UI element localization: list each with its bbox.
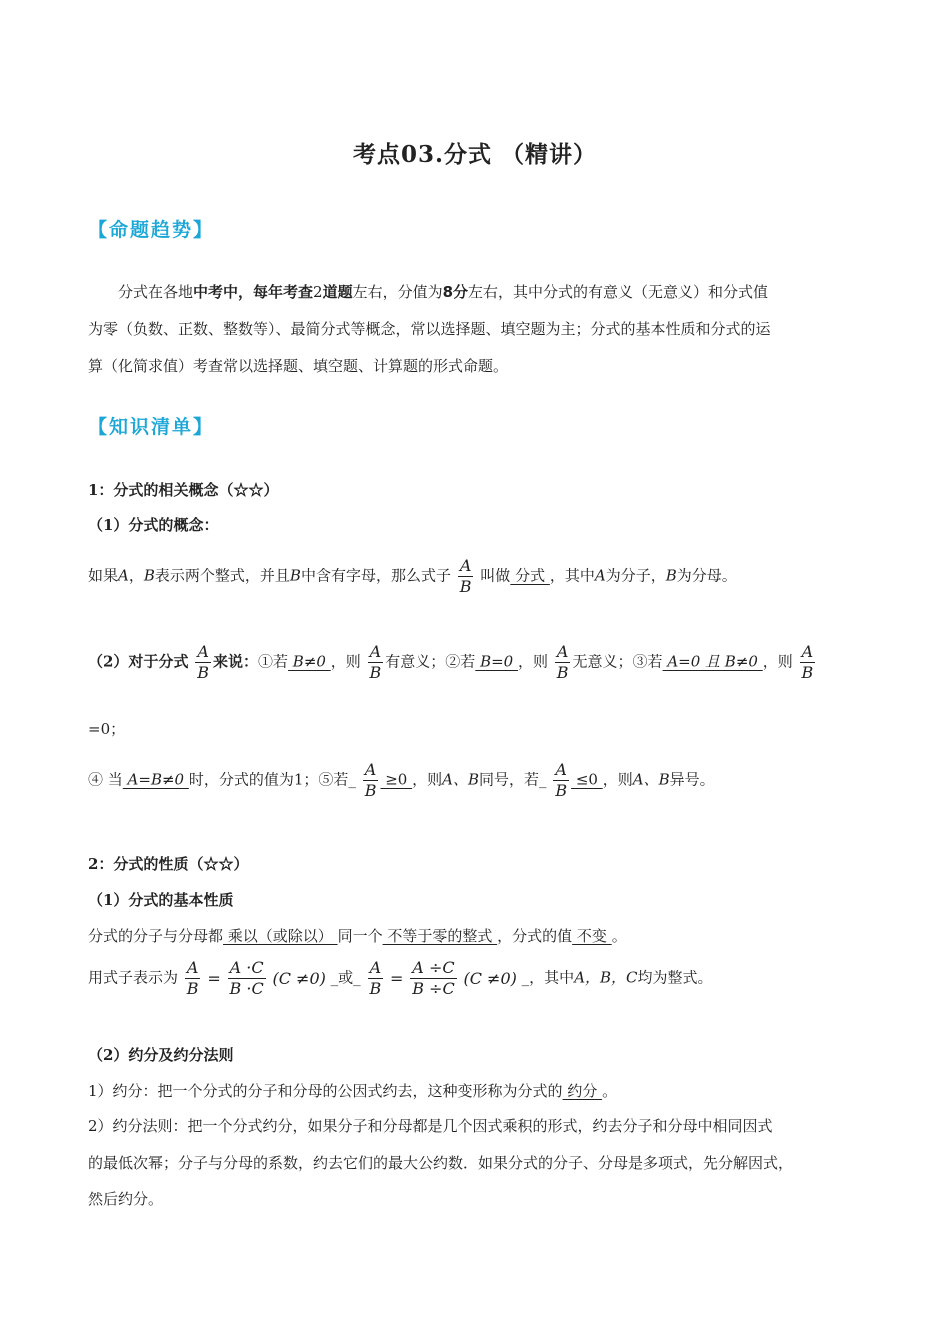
numerator: A ÷C xyxy=(412,958,455,977)
text: 同一个 xyxy=(337,927,383,945)
fraction-a-over-b xyxy=(363,760,379,801)
fraction-a-over-b xyxy=(800,642,816,683)
text: _ xyxy=(348,770,356,789)
k2-rule-1 xyxy=(88,1080,617,1101)
text: 若 xyxy=(524,770,540,789)
text: 左右，其中分式的有意义（无意义）和分式值 xyxy=(468,283,769,301)
condition: (C ≠0) xyxy=(272,969,326,988)
section-heading-knowledge: 【知识清单】 xyxy=(88,416,215,438)
k1-conditions xyxy=(88,642,817,683)
denominator: B xyxy=(459,577,472,596)
text: 2 xyxy=(313,283,323,301)
section-heading-trend: 【命题趋势】 xyxy=(88,219,215,241)
k1-sub1-heading: （1）分式的概念： xyxy=(88,516,219,534)
k2-sub1-heading: （1）分式的基本性质 xyxy=(88,891,234,909)
k1-conditions-2 xyxy=(88,760,715,801)
fraction-ac-over-bc xyxy=(228,958,266,999)
text: 叫做 xyxy=(480,566,511,585)
text: 1）约分：把一个分式的分子和分母的公因式约去，这种变形称为分式的 xyxy=(88,1082,563,1100)
numerator: A xyxy=(459,556,472,575)
text: ⑤若 xyxy=(318,770,349,789)
denominator: B xyxy=(369,663,382,682)
text-bold: （2）对于分式 xyxy=(88,652,189,671)
text: 异号。 xyxy=(669,770,715,789)
text: ，则 xyxy=(412,770,443,789)
numerator: A xyxy=(369,642,382,661)
denominator: B xyxy=(555,781,568,800)
text: ①若 xyxy=(258,652,289,671)
trend-line-2: 为零（负数、正数、整数等）、最简分式等概念，常以选择题、填空题为主；分式的基本性质和分式的运 xyxy=(88,320,771,338)
denominator: B xyxy=(186,979,199,998)
text: 分式的分子与分母都 xyxy=(88,927,224,945)
text: 用式子表示为 xyxy=(88,968,179,987)
text: 无意义； xyxy=(572,652,633,671)
denominator: B ·C xyxy=(229,979,264,998)
text: 左右，分值为 xyxy=(352,283,443,301)
answer-blank: A=0 且 B≠0 xyxy=(662,652,763,671)
numerator: A xyxy=(801,642,814,661)
text: _或_ xyxy=(330,968,361,987)
k1-heading: 1：分式的相关概念（☆☆） xyxy=(88,481,279,499)
answer-blank: B=0 xyxy=(475,652,518,671)
denominator: B xyxy=(364,781,377,800)
denominator: B xyxy=(197,663,209,682)
text: ③若 xyxy=(632,652,663,671)
fraction-a-over-b xyxy=(195,642,211,683)
fraction-a-over-b xyxy=(458,556,474,597)
k1-conditions-cont: =0； xyxy=(88,720,126,738)
text-italic: A、B xyxy=(632,770,670,789)
fraction-a-over-b xyxy=(185,958,201,999)
text: 有意义； xyxy=(385,652,446,671)
fraction-a-over-b xyxy=(367,958,383,999)
text-bold: 8分 xyxy=(442,283,469,301)
trend-paragraph xyxy=(88,274,868,385)
text-bold: 道题 xyxy=(322,283,353,301)
answer-blank: 约分 xyxy=(562,1082,603,1100)
trend-line-3: 算（化简求值）考查常以选择题、填空题、计算题的形式命题。 xyxy=(88,357,509,375)
k2-sub2-heading: （2）约分及约分法则 xyxy=(88,1046,234,1064)
fraction-a-over-b xyxy=(555,642,571,683)
answer-blank: 不变 xyxy=(572,927,612,945)
k1-definition xyxy=(88,556,737,597)
answer-blank: ≥0 xyxy=(380,770,413,789)
equals-sign: = xyxy=(207,969,221,988)
denominator: B xyxy=(369,979,382,998)
text: ，其中 xyxy=(549,566,595,585)
k2-formula xyxy=(88,958,713,999)
text-italic: A、B xyxy=(442,770,479,789)
answer-blank: B≠0 xyxy=(288,652,331,671)
text: ，则 xyxy=(762,652,793,671)
var-a: A xyxy=(118,566,129,585)
text: ，分式的值 xyxy=(497,927,573,945)
numerator: A xyxy=(369,958,382,977)
text: 同号， xyxy=(479,770,525,789)
denominator: B xyxy=(556,663,569,682)
denominator: B ÷C xyxy=(412,979,455,998)
text: ，则 xyxy=(517,652,548,671)
text: ，则 xyxy=(330,652,361,671)
k2-rule-2-line-3: 然后约分。 xyxy=(88,1190,164,1208)
answer-blank: 不等于零的整式 xyxy=(382,927,498,945)
text: _，其中 xyxy=(521,968,575,987)
text: 为分子， xyxy=(605,566,666,585)
equals-sign: = xyxy=(390,969,404,988)
text: 表示两个整式，并且 xyxy=(154,566,290,585)
answer-blank: 分式 xyxy=(510,566,550,585)
numerator: A xyxy=(186,958,199,977)
text: 。 xyxy=(611,927,627,945)
fraction-a-over-b xyxy=(368,642,384,683)
k2-heading: 2：分式的性质（☆☆） xyxy=(88,855,249,873)
text: 时，分式的值为1； xyxy=(188,770,319,789)
fraction-adivc-over-bdivc xyxy=(410,958,457,999)
answer-blank: 乘以（或除以） xyxy=(223,927,338,945)
text: ，则 xyxy=(602,770,633,789)
text-bold: 中考中，每年考查 xyxy=(193,283,314,301)
var-b: B xyxy=(665,566,677,585)
k2-property xyxy=(88,925,627,946)
numerator: A xyxy=(364,760,377,779)
numerator: A xyxy=(556,642,569,661)
numerator: A ·C xyxy=(229,958,264,977)
text: 如果 xyxy=(88,566,119,585)
text: 。 xyxy=(602,1082,618,1100)
text: _ xyxy=(539,770,547,789)
text-italic: A，B，C xyxy=(574,968,638,987)
answer-blank: ≤0 xyxy=(571,770,603,789)
k2-rule-2-line-1: 2）约分法则：把一个分式约分，如果分子和分母都是几个因式乘积的形式，约去分子和分母中相同因式 xyxy=(88,1117,773,1135)
k2-rule-2-line-2: 的最低次幂；分子与分母的系数，约去它们的最大公约数．如果分式的分子、分母是多项式，先分解因式， xyxy=(88,1154,794,1172)
text: ②若 xyxy=(445,652,476,671)
text: 为分母。 xyxy=(676,566,737,585)
text: ④ 当 xyxy=(88,770,123,789)
numerator: A xyxy=(197,642,209,661)
text: ， xyxy=(128,566,144,585)
text: 中含有字母，那么式子 xyxy=(300,566,451,585)
page-title: 考点03.分式 （精讲） xyxy=(352,141,598,168)
condition: (C ≠0) xyxy=(463,969,517,988)
numerator: A xyxy=(555,760,567,779)
text: 均为整式。 xyxy=(637,968,713,987)
var-b: B xyxy=(289,566,301,585)
answer-blank: A=B≠0 xyxy=(122,770,189,789)
denominator: B xyxy=(801,663,814,682)
text: 分式在各地 xyxy=(118,283,194,301)
text-bold: 来说： xyxy=(213,652,259,671)
var-b: B xyxy=(143,566,155,585)
trend-line-1 xyxy=(88,274,868,311)
fraction-a-over-b xyxy=(553,760,569,801)
var-a: A xyxy=(594,566,606,585)
